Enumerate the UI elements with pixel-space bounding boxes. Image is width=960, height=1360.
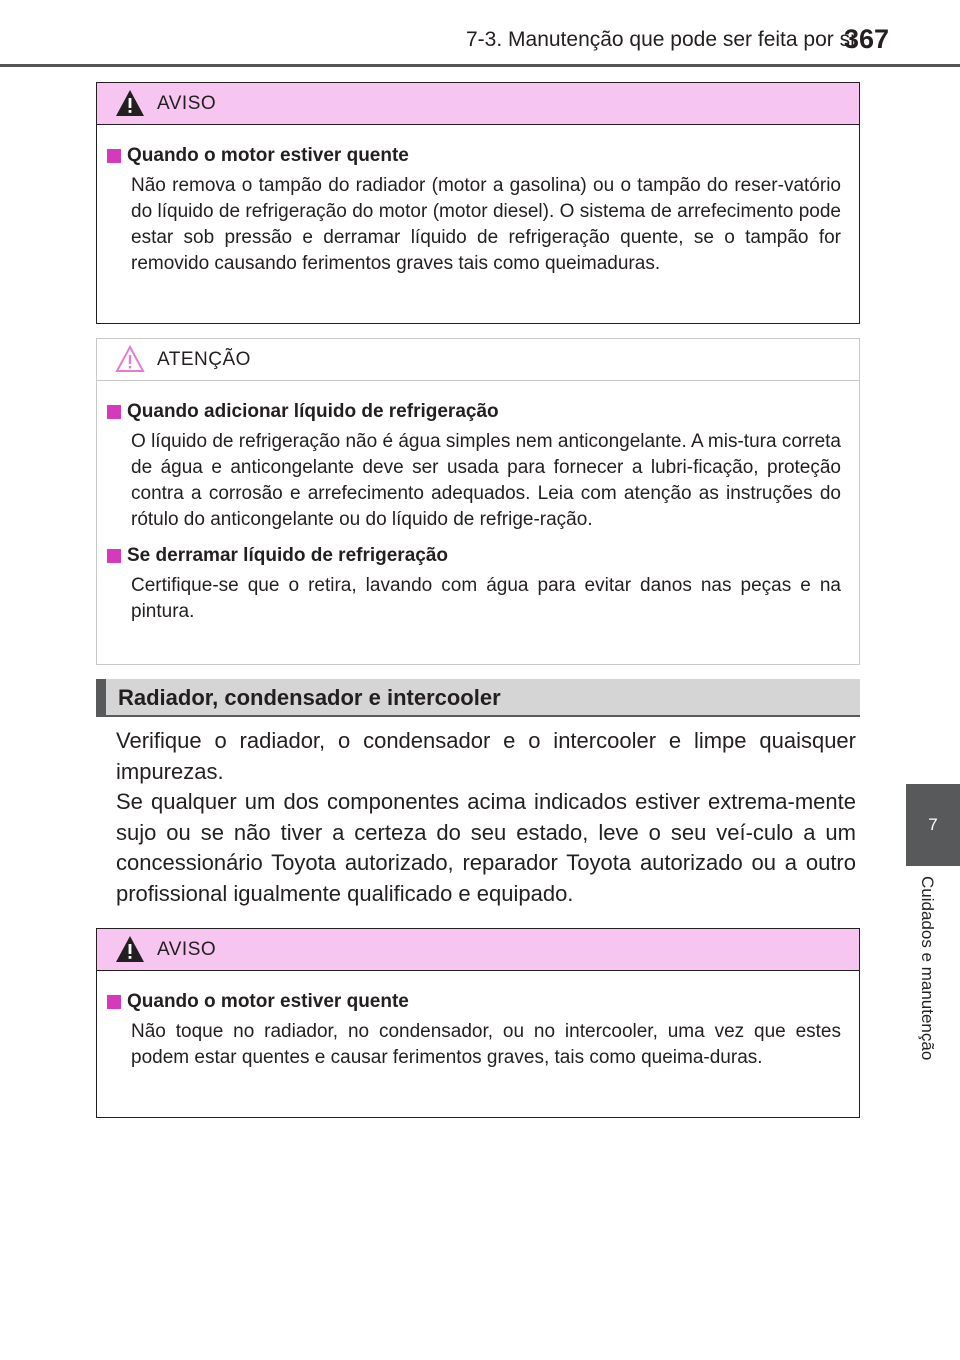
warning-item-text: Não remova o tampão do radiador (motor a gasolina) ou o tampão do reser-vatório do líquido de refrigeração do motor (motor diesel). O sistema de arrefecimento pode estar sob pressão e derramar líquido de refrigeração quente, se o tampão for removido causando ferimentos graves tais como queimaduras. <box>131 175 841 274</box>
body-paragraph: Se qualquer um dos componentes acima indicados estiver extrema-mente sujo ou se não tiver a certeza do seu estado, leve o seu veí-culo a um concessionário Toyota autorizado, reparador Toyota autorizado ou a outro profissional igualmente qualificado e equipado. <box>116 789 856 906</box>
page-number: 367 <box>844 24 890 54</box>
caution-box <box>96 338 860 665</box>
square-bullet-icon <box>107 549 121 563</box>
warning-box-body <box>97 971 859 1097</box>
warning-box <box>96 82 860 324</box>
caution-box-title: ATENÇÃO <box>157 349 251 370</box>
caution-item-text: Certifique-se que o retira, lavando com água para evitar danos nas peças e na pintura. <box>131 575 841 622</box>
body-paragraph: Verifique o radiador, o condensador e o intercooler e limpe quaisquer impurezas. <box>116 728 856 784</box>
page-header <box>0 0 960 64</box>
caution-item <box>107 399 841 533</box>
warning-box-body <box>97 125 859 303</box>
warning-box-title: AVISO <box>157 93 217 114</box>
warning-item-text: Não toque no radiador, no condensador, ou no intercooler, uma vez que estes podem estar quentes e causar ferimentos graves, tais como queima-duras. <box>131 1021 841 1068</box>
caution-item-heading <box>107 399 841 425</box>
caution-item-heading-text: Quando adicionar líquido de refrigeração <box>127 401 499 422</box>
warning-item <box>107 143 841 277</box>
caution-item-heading-text: Se derramar líquido de refrigeração <box>127 545 449 566</box>
chapter-title: Cuidados e manutenção <box>918 876 937 1061</box>
chapter-number: 7 <box>928 815 938 834</box>
section-heading-bar <box>96 679 860 717</box>
warning-box-title: AVISO <box>157 939 217 960</box>
caution-box-header <box>97 339 859 381</box>
chapter-tab <box>906 784 960 866</box>
square-bullet-icon <box>107 405 121 419</box>
caution-box-body <box>97 381 859 651</box>
header-section-title: 7-3. Manutenção que pode ser feita por si <box>466 28 855 51</box>
warning-triangle-icon <box>115 89 145 117</box>
warning-item-heading <box>107 989 841 1015</box>
caution-item <box>107 543 841 625</box>
warning-item-heading-text: Quando o motor estiver quente <box>127 145 409 166</box>
header-rule <box>0 64 960 67</box>
warning-box-header <box>97 83 859 125</box>
square-bullet-icon <box>107 995 121 1009</box>
warning-triangle-icon <box>115 935 145 963</box>
caution-item-text: O líquido de refrigeração não é água simples nem anticongelante. A mis-tura correta de água e anticongelante deve ser usada para fornecer a lubri-ficação, proteção contra a corrosão e arrefecimento adequados. Leia com atenção as instruções do rótulo do anticongelante ou do líquido de refrige-ração. <box>131 431 841 530</box>
caution-item-heading <box>107 543 841 569</box>
warning-item-heading <box>107 143 841 169</box>
warning-box <box>96 928 860 1118</box>
warning-box-header <box>97 929 859 971</box>
warning-item <box>107 989 841 1071</box>
section-body <box>116 726 856 909</box>
caution-triangle-icon <box>115 345 145 373</box>
section-title: Radiador, condensador e intercooler <box>118 685 501 710</box>
square-bullet-icon <box>107 149 121 163</box>
warning-item-heading-text: Quando o motor estiver quente <box>127 991 409 1012</box>
